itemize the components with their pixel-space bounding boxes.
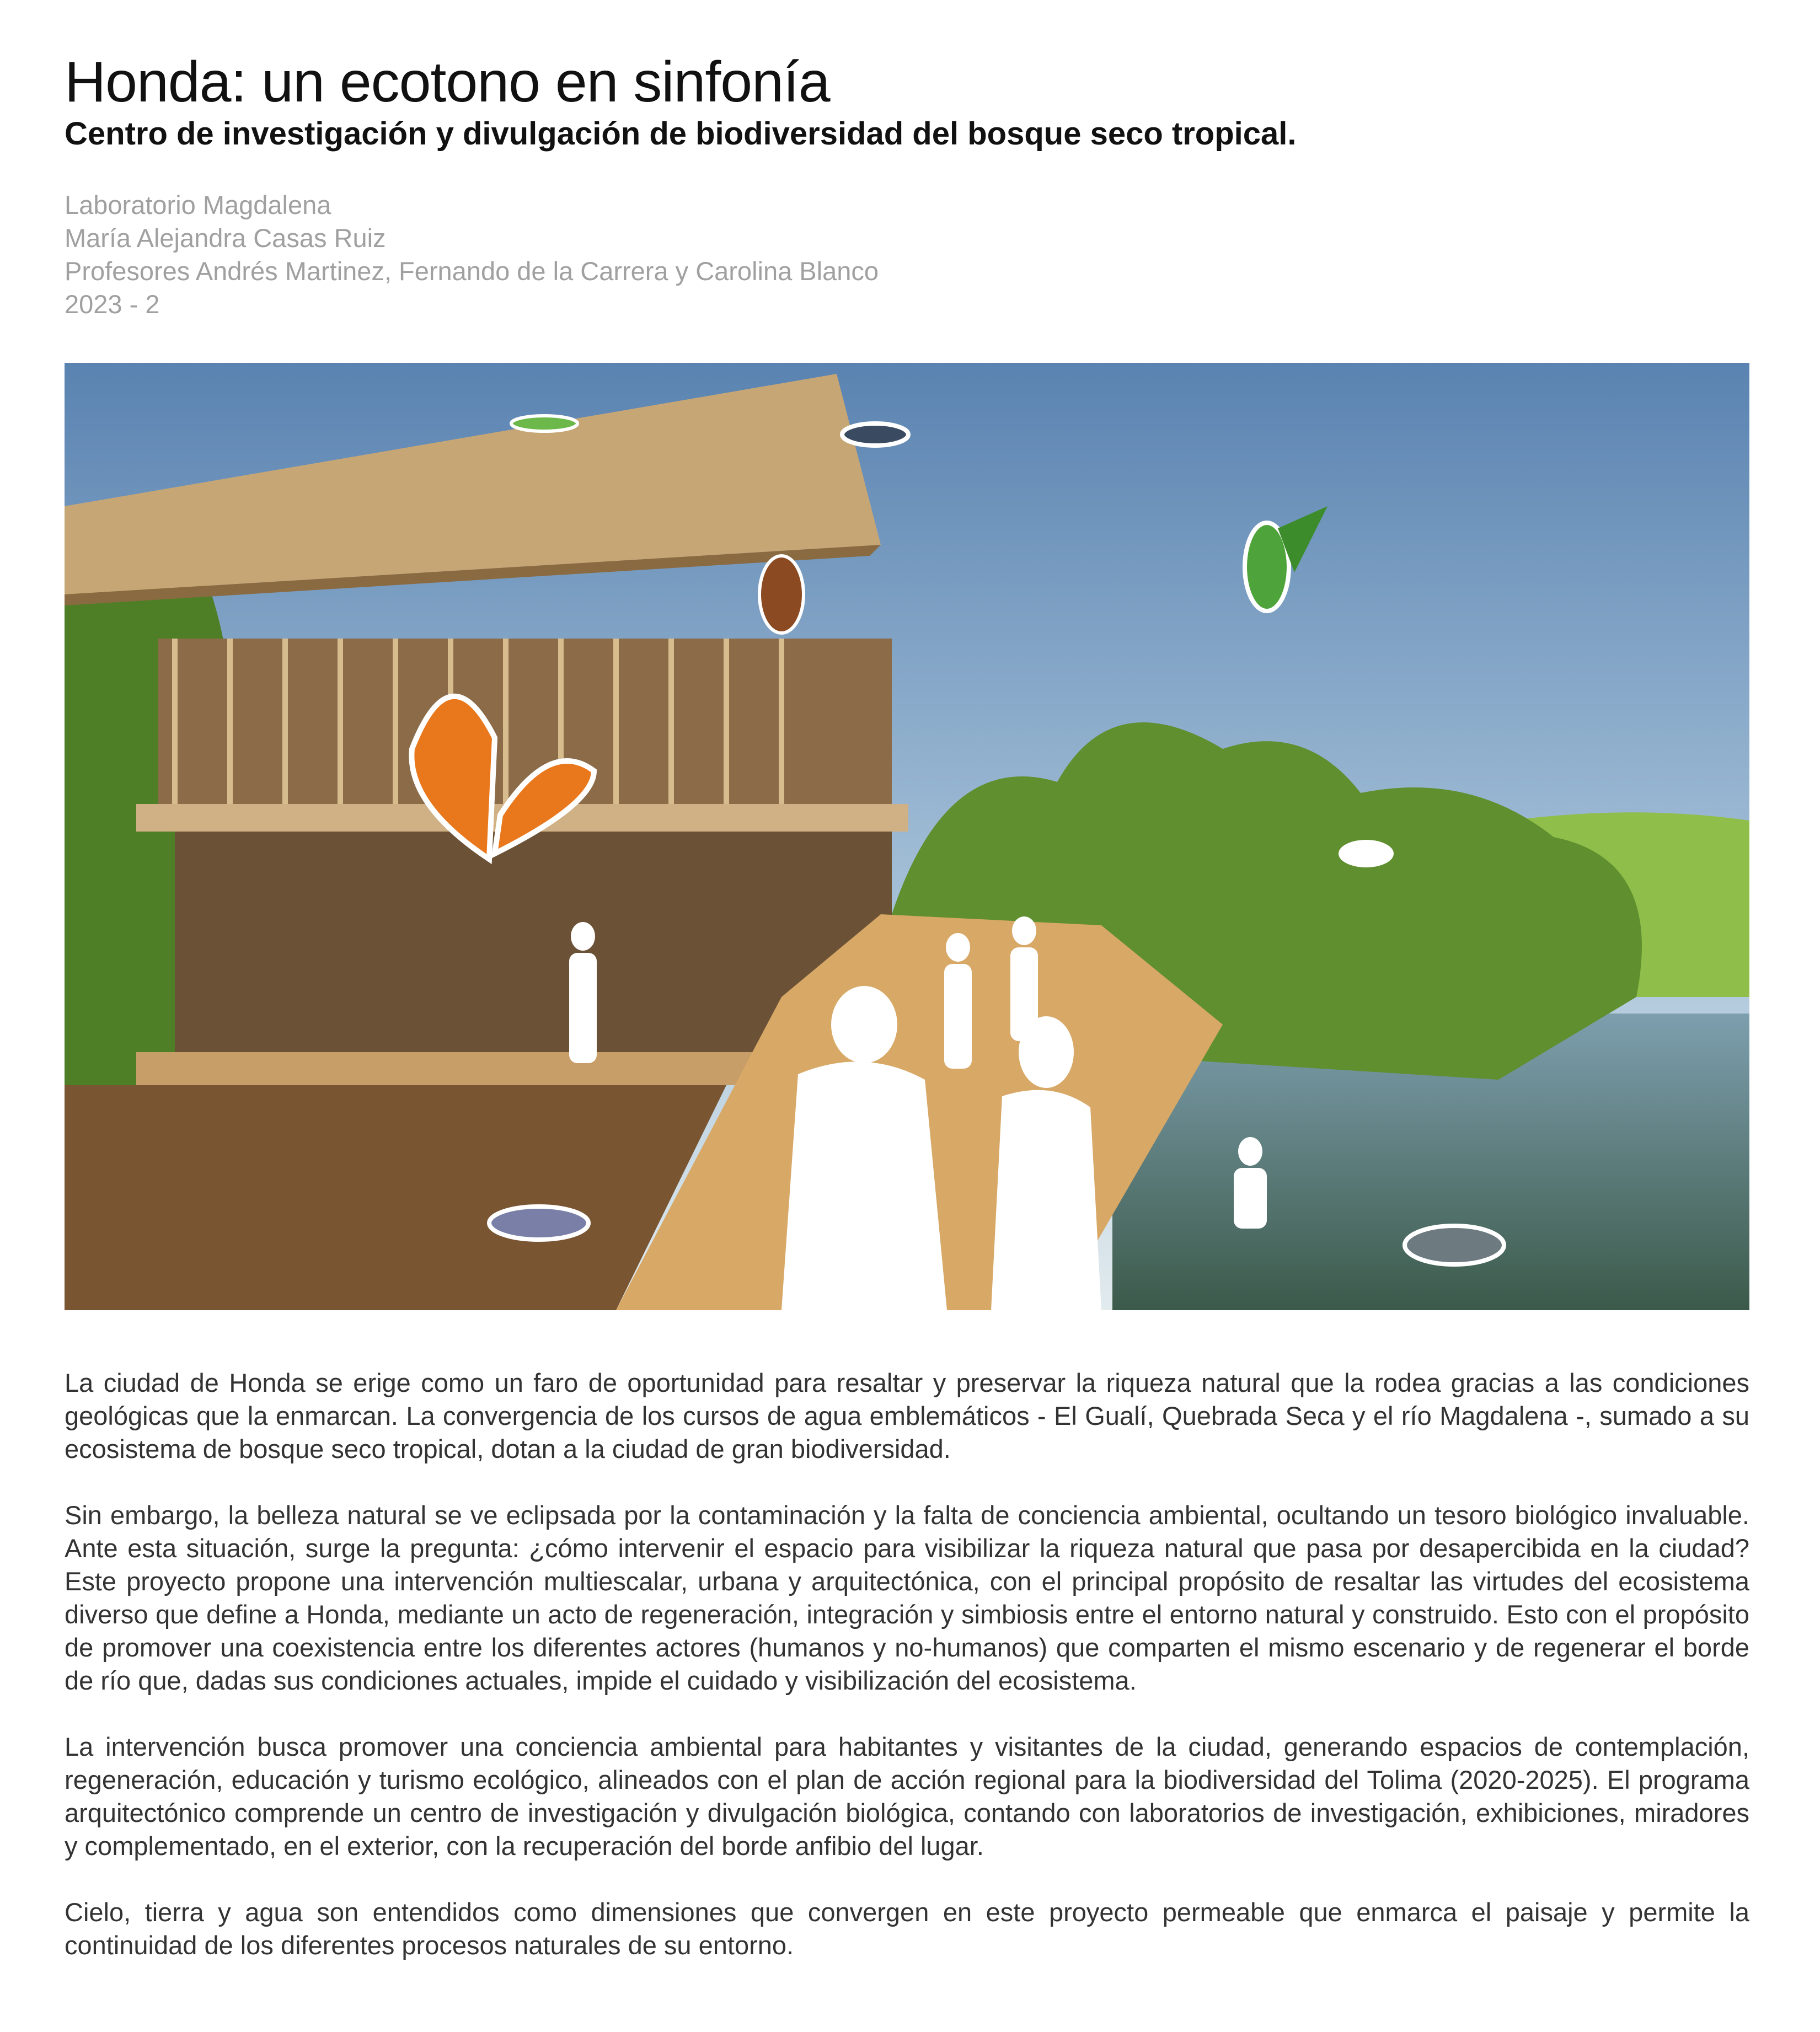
project-description (65, 1366, 1749, 1995)
professors: Profesores Andrés Martinez, Fernando de la Carrera y Carolina Blanco (65, 256, 879, 286)
paragraph: Cielo, tierra y agua son entendidos como dimensiones que convergen en este proyecto permeable que enmarca el paisaje y permite la continuidad de los diferentes procesos naturales de su entorno. (65, 1897, 1749, 1960)
project-credits (65, 189, 879, 321)
paragraph: La ciudad de Honda se erige como un faro de oportunidad para resaltar y preservar la riqueza natural que la rodea gracias a las condiciones geológicas que la enmarcan. La convergencia de los cursos de agua emblemáticos - El Gualí, Quebrada Seca y el río Magdalena -, sumado a su ecosistema de bosque seco tropical, dotan a la ciudad de gran biodiversidad. (65, 1368, 1749, 1463)
monkey-icon (759, 556, 804, 633)
page-subtitle: Centro de investigación y divulgación de biodiversidad del bosque seco tropical. (65, 116, 1297, 152)
author-name: María Alejandra Casas Ruiz (65, 223, 386, 253)
render-illustration (65, 363, 1749, 1310)
architectural-render (65, 363, 1749, 1310)
lab-name: Laboratorio Magdalena (65, 190, 331, 219)
lizard-icon (511, 416, 577, 431)
term: 2023 - 2 (65, 289, 160, 319)
fish-icon (1405, 1226, 1504, 1264)
page-title: Honda: un ecotono en sinfonía (65, 50, 830, 114)
heron-icon (1339, 840, 1394, 867)
paragraph: La intervención busca promover una conciencia ambiental para habitantes y visitantes de la ciudad, generando espacios de contemplación, regeneración, educación y turismo ecológico, alineados con el plan de acción regional para la biodiversidad del Tolima (2020-2025). El programa arquitectónico comprende un centro de investigación y divulgación biológica, contando con laboratorios de investigación, exhibiciones, miradores y complementado, en el exterior, con la recuperación del borde anfibio del lugar. (65, 1732, 1749, 1861)
paragraph: Sin embargo, la belleza natural se ve eclipsada por la contaminación y la falta de conciencia ambiental, ocultando un tesoro biológico invaluable. Ante esta situación, surge la pregunta: ¿cómo intervenir el espacio para visibilizar la riqueza natural que pasa por desapercibida en la ciudad? Este proyecto propone una intervención multiescalar, urbana y arquitectónica, con el principal propósito de resaltar las virtudes del ecosistema diverso que define a Honda, mediante un acto de regeneración, integración y simbiosis entre el entorno natural y construido. Esto con el propósito de promover una coexistencia entre los diferentes actores (humanos y no-humanos) que comparten el mismo escenario y de regenerar el borde de río que, dadas sus condiciones actuales, impide el cuidado y visibilización del ecosistema. (65, 1500, 1749, 1695)
